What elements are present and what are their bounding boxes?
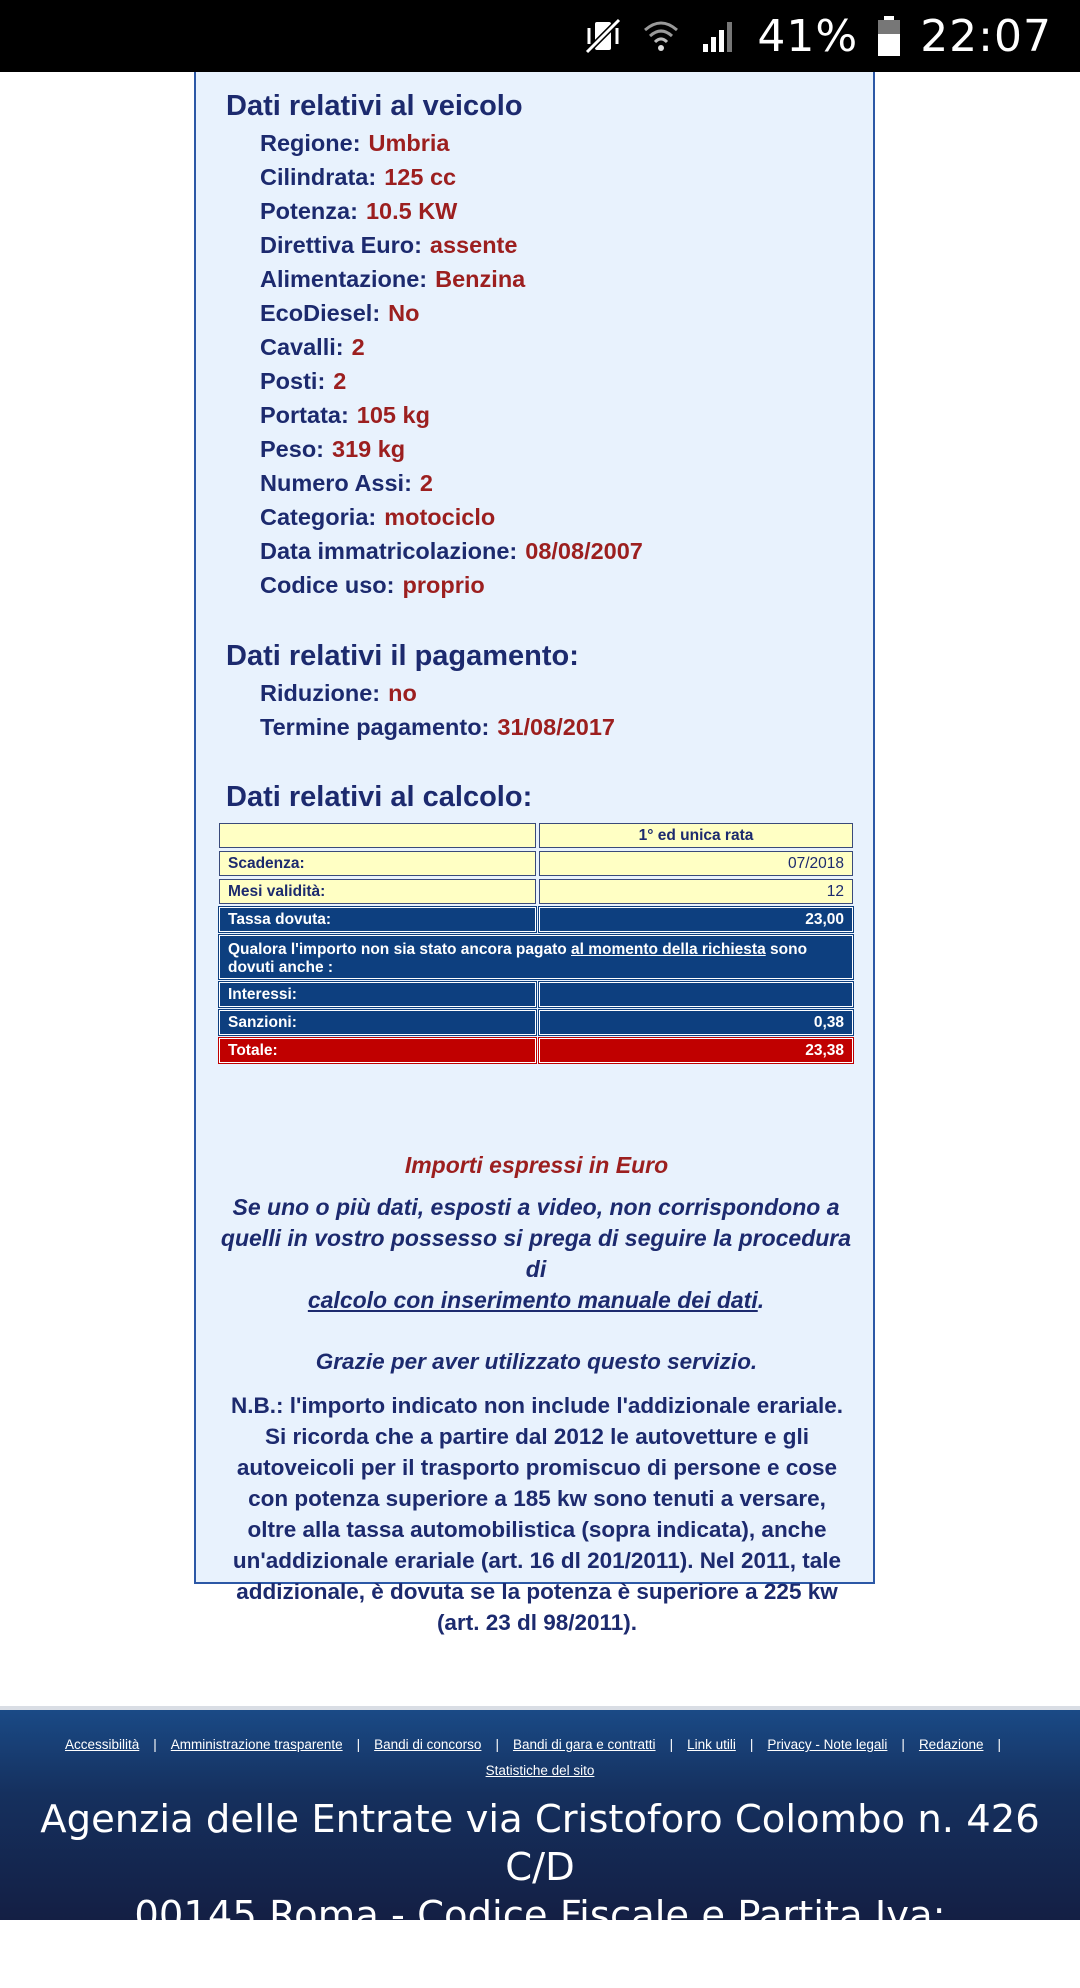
mesi-validita-label: Mesi validità: xyxy=(219,879,536,904)
footer-separator: | xyxy=(997,1737,1001,1752)
table-row xyxy=(219,1010,853,1035)
calc-section-title: Dati relativi al calcolo: xyxy=(226,781,533,813)
table-row xyxy=(219,879,853,904)
footer-link-statistiche[interactable]: Statistiche del sito xyxy=(485,1763,595,1778)
field-ecodiesel: EcoDiesel: No xyxy=(260,300,420,326)
field-alimentazione: Alimentazione: Benzina xyxy=(260,266,526,292)
table-row xyxy=(219,851,853,876)
field-cilindrata: Cilindrata: 125 cc xyxy=(260,164,457,190)
battery-icon xyxy=(876,14,902,58)
sanzioni-value: 0,38 xyxy=(539,1010,853,1035)
thanks-message: Grazie per aver utilizzato questo servizio. xyxy=(315,1349,758,1374)
battery-percent: 41% xyxy=(757,10,859,62)
footer-separator: | xyxy=(749,1737,754,1752)
field-direttiva-euro: Direttiva Euro: assente xyxy=(260,232,518,258)
footer-link-redazione[interactable]: Redazione xyxy=(918,1737,984,1752)
tassa-dovuta-value: 23,00 xyxy=(539,907,853,932)
note-suffix: sono dovuti anche : xyxy=(228,940,808,976)
field-categoria: Categoria: motociclo xyxy=(260,504,496,530)
address-line-2: 00145 Roma - Codice Fiscale e Partita Iva: 06363391001 xyxy=(134,1893,946,1986)
footer-links xyxy=(30,1732,1050,1784)
table-row xyxy=(219,982,853,1007)
address-line-1: Agenzia delle Entrate via Cristoforo Colombo n. 426 C/D xyxy=(40,1797,1040,1890)
note-prefix: Qualora l'importo non sia stato ancora pagato xyxy=(228,940,572,958)
footer-address xyxy=(0,1796,1080,1988)
field-riduzione: Riduzione: no xyxy=(260,680,417,706)
field-codice-uso: Codice uso: proprio xyxy=(260,572,485,598)
header-rata: 1° ed unica rata xyxy=(539,823,853,848)
footer-separator: | xyxy=(495,1737,499,1752)
footer-link-privacy[interactable]: Privacy - Note legali xyxy=(767,1737,888,1752)
clock: 22:07 xyxy=(920,10,1052,62)
vehicle-section-title: Dati relativi al veicolo xyxy=(226,90,523,122)
field-cavalli: Cavalli: 2 xyxy=(260,334,365,360)
footer-separator: | xyxy=(153,1737,157,1752)
result-panel xyxy=(194,72,875,1635)
mismatch-after: . xyxy=(757,1287,765,1313)
footer-link-amministrazione-trasparente[interactable]: Amministrazione trasparente xyxy=(170,1737,343,1752)
field-potenza: Potenza: 10.5 KW xyxy=(260,198,458,224)
status-bar xyxy=(0,0,1080,72)
table-row xyxy=(219,823,853,848)
footer-separator: | xyxy=(356,1737,361,1752)
scadenza-value: 07/2018 xyxy=(539,851,853,876)
table-row xyxy=(219,1038,853,1063)
calc-table xyxy=(216,820,856,1066)
mesi-validita-value: 12 xyxy=(539,879,853,904)
tassa-dovuta-label: Tassa dovuta: xyxy=(219,907,536,932)
field-numero-assi: Numero Assi: 2 xyxy=(260,470,433,496)
field-posti: Posti: 2 xyxy=(260,368,347,394)
nb-note: N.B.: l'importo indicato non include l'addizionale erariale. Si ricorda che a partire dal 2012 le autovetture e gli autoveicoli per il trasporto promiscuo di persone e cose con potenza superiore a 185 kw sono tenuti a versare, oltre alla tassa automobilistica (sopra indicata), anche un'addizionale erariale (art. 16 dl 201/2011). Nel 2011, tale addizionale, è dovuta se la potenza è superiore a 225 kw (art. 23 dl 98/2011). xyxy=(230,1393,844,1635)
vibrate-icon xyxy=(583,16,623,56)
currency-note: Importi espressi in Euro xyxy=(404,1152,669,1178)
field-portata: Portata: 105 kg xyxy=(260,402,430,428)
field-peso: Peso: 319 kg xyxy=(260,436,406,462)
field-data-immatricolazione: Data immatricolazione: 08/08/2007 xyxy=(260,538,643,564)
footer-link-link-utili[interactable]: Link utili xyxy=(687,1737,736,1752)
field-termine-pagamento: Termine pagamento: 31/08/2017 xyxy=(260,714,616,740)
footer-link-bandi-gara[interactable]: Bandi di gara e contratti xyxy=(512,1737,656,1752)
momento-richiesta-link[interactable]: al momento della richiesta xyxy=(571,940,766,958)
footer xyxy=(0,1706,1080,1986)
mismatch-text: Se uno o più dati, esposti a video, non corrispondono a quelli in vostro possesso si prega di seguire la procedura di xyxy=(220,1194,852,1282)
totale-value: 23,38 xyxy=(539,1038,853,1063)
sanzioni-label: Sanzioni: xyxy=(219,1010,536,1035)
footer-link-accessibilita[interactable]: Accessibilità xyxy=(64,1737,140,1752)
mismatch-info xyxy=(216,1192,856,1316)
signal-icon xyxy=(699,16,739,56)
footer-separator: | xyxy=(901,1737,905,1752)
header-empty-cell xyxy=(219,823,536,848)
scadenza-label: Scadenza: xyxy=(219,851,536,876)
interessi-label: Interessi: xyxy=(219,982,536,1007)
payment-section-title: Dati relativi il pagamento: xyxy=(226,640,579,672)
interessi-value xyxy=(539,982,853,1007)
note-cell xyxy=(219,935,853,979)
manual-calc-link[interactable]: calcolo con inserimento manuale dei dati xyxy=(307,1287,758,1313)
table-row xyxy=(219,935,853,979)
field-regione: Regione: Umbria xyxy=(260,130,450,156)
footer-link-bandi-concorso[interactable]: Bandi di concorso xyxy=(374,1737,482,1752)
table-row xyxy=(219,907,853,932)
wifi-icon xyxy=(641,16,681,56)
totale-label: Totale: xyxy=(219,1038,536,1063)
footer-separator: | xyxy=(669,1737,674,1752)
